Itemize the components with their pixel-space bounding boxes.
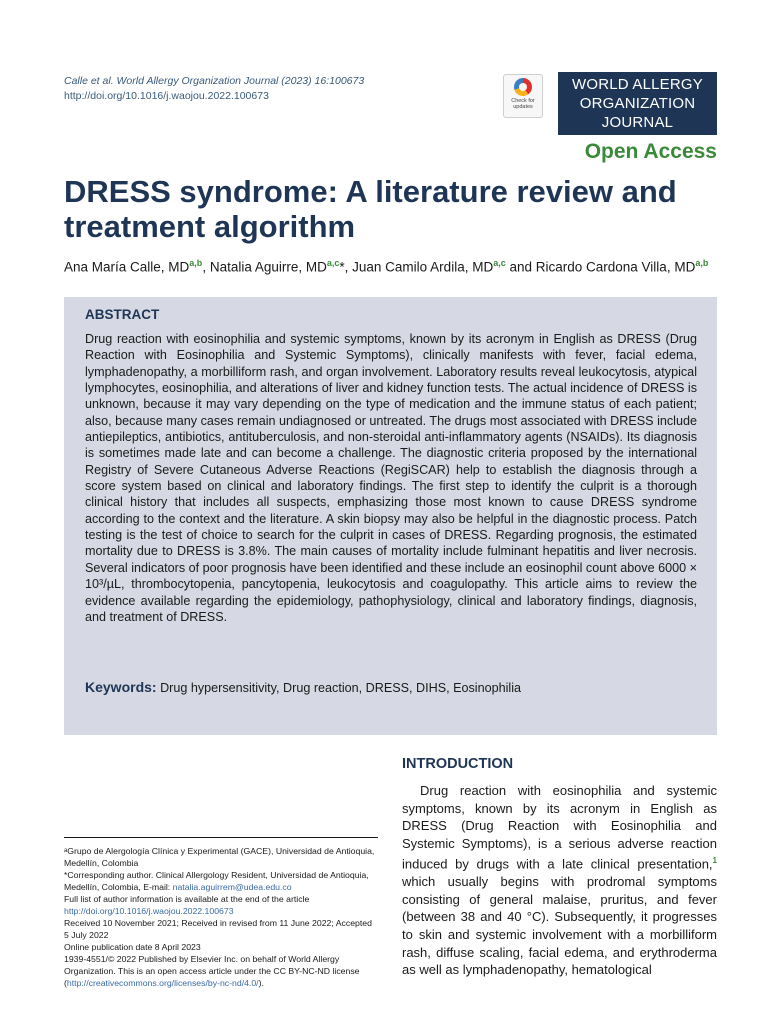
online-date: Online publication date 8 April 2023 [64,942,201,952]
intro-paragraph-part: which usually begins with prodromal symptoms consisting of general malaise, pruritus, and fever (between 38 and 40 °C). Subsequently, it progresses to skin and systemic involvement with a morbilliform rash, diffuse scaling, facial edema, and erythroderma as well as lymphadenopathy, hematological [402,874,717,978]
email-link[interactable]: natalia.aguirrem@udea.edu.co [172,882,292,892]
author-name: Ana María Calle, MD [64,259,190,275]
crossmark-icon [514,78,532,96]
affiliation-note: ᵃGrupo de Alergología Clínica y Experimental (GACE), Universidad de Antioquia, Medellín, Colombia [64,846,375,868]
reference-link[interactable]: 1 [712,856,717,866]
introduction-text [402,782,717,979]
author-info-note: Full list of author information is available at the end of the article [64,894,310,904]
journal-logo-line2: ORGANIZATION [579,95,696,112]
citation-line: Calle et al. World Allergy Organization Journal (2023) 16:100673 [64,75,365,87]
corresponding-text: *Corresponding author. Clinical Allergology Resident, Universidad de Antioquia, Medellín, Colombia, E-mail: [64,870,369,892]
license-link[interactable]: http://creativecommons.org/licenses/by-nc-nd/4.0/ [66,978,259,988]
citation-doi-link[interactable]: http://doi.org/10.1016/j.waojou.2022.100673 [64,90,269,102]
corresponding-note [64,869,378,893]
journal-logo [558,72,717,135]
abstract-box [64,297,717,735]
journal-logo-line3: JOURNAL [601,114,674,131]
citation-block [64,74,364,104]
introduction-heading: INTRODUCTION [402,756,514,772]
author-name: , Natalia Aguirre, MD [202,259,327,275]
check-for-updates-button[interactable] [503,74,543,118]
abstract-heading: ABSTRACT [85,307,160,322]
footnote-doi-link[interactable]: http://doi.org/10.1016/j.waojou.2022.100673 [64,906,234,916]
copyright-end: ). [258,978,264,988]
author-affiliation[interactable]: a,c [326,258,340,268]
check-for-updates-label: Check for updates [511,98,535,110]
keywords-label: Keywords: [85,679,157,695]
footnote-divider [64,837,378,838]
corresponding-mark: * [339,259,345,275]
author-affiliation[interactable]: a,c [493,258,506,268]
author-affiliation[interactable]: a,b [189,258,203,268]
article-title: DRESS syndrome: A literature review and treatment algorithm [64,174,677,244]
footnotes [64,845,378,989]
abstract-text: Drug reaction with eosinophilia and systemic symptoms, known by its acronym in English as DRESS (Drug Reaction with Eosinophilia and Systemic Symptoms), clinically manifests with fever, facial edema, lymphadenopathy, a morbilliform rash, and organ involvement. Laboratory results reveal leukocytosis, atypical lymphocytes, eosinophilia, and alterations of liver and kidney function tests. The actual incidence of DRESS is unknown, because it may vary depending on the type of medication and the immune status of each patient; also, because many cases remain undiagnosed or untreated. The drugs most associated with DRESS include antiepileptics, antibiotics, antituberculosis, and non-steroidal anti-inflammatory agents (NSAIDs). Its diagnosis is sometimes made late and can become a challenge. The diagnostic criteria proposed by the international Registry of Severe Cutaneous Adverse Reactions (RegiSCAR) help to establish the diagnosis through a score system based on clinical and laboratory findings. The first step to identify the culprit is a thorough clinical history that includes all suspects, emphasizing those most known to cause DRESS syndrome according to the context and the literature. A skin biopsy may also be helpful in the diagnostic process. Patch testing is the test of choice to search for the culprit in cases of DRESS. Regarding prognosis, the estimated mortality due to DRESS is 3.8%. The main causes of mortality include fulminant hepatitis and liver necrosis. Several indicators of poor prognosis have been identified and these include an eosinophil count above 6000 × 10³/µL, thrombocytopenia, pancytopenia, leukocytosis and coagulopathy. This article aims to review the evidence available regarding the epidemiology, pathophysiology, clinical and laboratory findings, diagnosis, and treatment of DRESS. [85,332,697,624]
author-name: , Juan Camilo Ardila, MD [344,259,494,275]
keywords-list: Drug hypersensitivity, Drug reaction, DRESS, DIHS, Eosinophilia [160,681,522,695]
keywords [85,679,697,696]
author-affiliation[interactable]: a,b [695,258,709,268]
open-access-label: Open Access [584,140,717,163]
received-dates: Received 10 November 2021; Received in revised from 11 June 2022; Accepted 5 July 2022 [64,918,372,940]
author-list [64,254,714,277]
copyright-note [64,953,378,989]
author-name: and Ricardo Cardona Villa, MD [505,259,696,275]
copyright-text: 1939-4551/© 2022 Published by Elsevier Inc. on behalf of World Allergy Organization. This is an open access article under the CC BY-NC-ND license ( [64,954,360,988]
journal-logo-line1: WORLD ALLERGY [572,76,703,93]
intro-paragraph-part: Drug reaction with eosinophilia and systemic symptoms, known by its acronym in English as DRESS (Drug Reaction with Eosinophilia and Systemic Symptoms), is a serious adverse reaction induced by drugs with a late clinical presentation, [402,783,717,872]
